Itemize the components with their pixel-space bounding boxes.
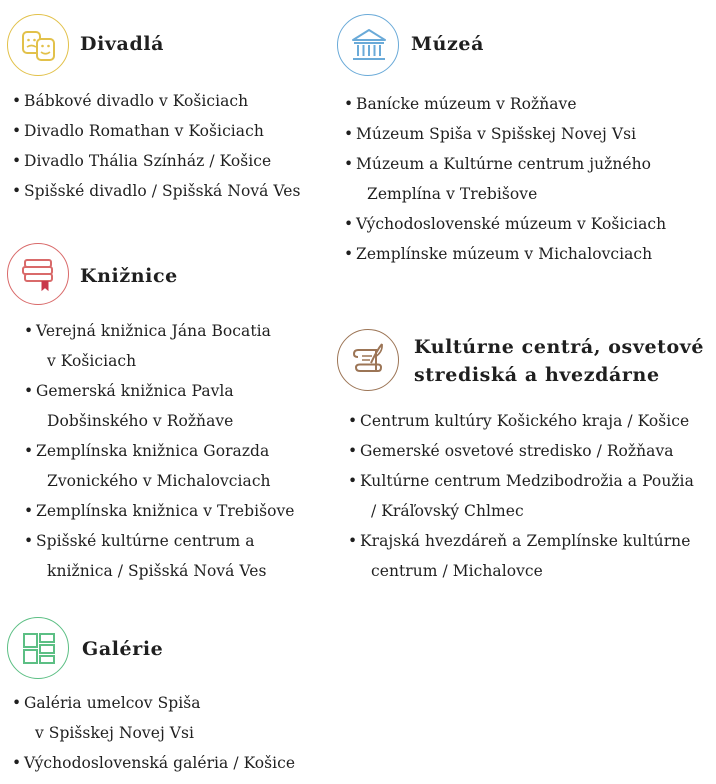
bullet-icon: • <box>24 532 34 550</box>
section-kulturne <box>337 329 712 580</box>
section-title: Galérie <box>82 638 164 660</box>
list-item-text: Banícke múzeum v Rožňave <box>356 95 577 113</box>
bullet-icon: • <box>12 694 22 712</box>
scroll-quill-icon <box>337 329 399 391</box>
bullet-icon: • <box>24 442 34 460</box>
bullet-icon: • <box>12 754 22 772</box>
section-header <box>337 14 707 78</box>
bullet-icon: • <box>12 122 22 140</box>
list-item <box>344 89 666 119</box>
bullet-icon: • <box>348 442 358 460</box>
bullet-icon: • <box>24 382 34 400</box>
bullet-icon: • <box>12 182 22 200</box>
list-item-text: Bábkové divadlo v Košiciach <box>24 92 249 110</box>
list-item <box>12 748 295 778</box>
section-muzea <box>337 14 707 263</box>
list-item <box>24 526 295 586</box>
bullet-icon: • <box>344 215 354 233</box>
bullet-icon: • <box>12 92 22 110</box>
list-item-text: Zemplínska knižnica v Trebišove <box>36 502 295 520</box>
list-item <box>24 436 295 496</box>
list-item <box>348 466 694 526</box>
list-item <box>348 526 694 586</box>
gallery-frames-icon <box>7 617 69 679</box>
divadla-list <box>12 86 300 206</box>
section-header <box>7 617 327 681</box>
list-item-text: Múzeum a Kultúrne centrum južného <box>356 155 652 173</box>
bullet-icon: • <box>344 95 354 113</box>
list-item-text-continued: / Kráľovský Chlmec <box>371 502 524 520</box>
bullet-icon: • <box>344 155 354 173</box>
list-item-text-continued: centrum / Michalovce <box>371 562 543 580</box>
list-item-text-continued: Zemplína v Trebišove <box>367 185 538 203</box>
list-item-text: Gemerské osvetové stredisko / Rožňava <box>360 442 674 460</box>
list-item-text: Verejná knižnica Jána Bocatia <box>36 322 271 340</box>
list-item-text: Divadlo Thália Színház / Košice <box>24 152 272 170</box>
list-item-text: Gemerská knižnica Pavla <box>36 382 234 400</box>
list-item-text-continued: Zvonického v Michalovciach <box>47 472 271 490</box>
list-item <box>12 116 300 146</box>
bullet-icon: • <box>24 322 34 340</box>
list-item-text-continued: knižnica / Spišská Nová Ves <box>47 562 267 580</box>
list-item-text: Kultúrne centrum Medzibodrožia a Použia <box>360 472 694 490</box>
section-title <box>414 333 704 389</box>
section-title: Múzeá <box>411 33 485 55</box>
section-header <box>7 243 327 307</box>
bullet-icon: • <box>12 152 22 170</box>
list-item-text: Spišské divadlo / Spišská Nová Ves <box>24 182 301 200</box>
list-item-text: Zemplínske múzeum v Michalovciach <box>356 245 653 263</box>
list-item-text: Krajská hvezdáreň a Zemplínske kultúrne <box>360 532 691 550</box>
bullet-icon: • <box>344 245 354 263</box>
galerie-list <box>12 688 295 778</box>
list-item-text: Východoslovenské múzeum v Košiciach <box>356 215 667 233</box>
list-item-text: Galéria umelcov Spiša <box>24 694 201 712</box>
section-title: Knižnice <box>80 265 178 287</box>
theatre-masks-icon <box>7 14 69 76</box>
bullet-icon: • <box>348 532 358 550</box>
list-item <box>12 86 300 116</box>
section-divadla <box>7 14 327 200</box>
list-item-text: Centrum kultúry Košického kraja / Košice <box>360 412 690 430</box>
list-item <box>12 146 300 176</box>
list-item-text: Spišské kultúrne centrum a <box>36 532 255 550</box>
bullet-icon: • <box>348 472 358 490</box>
section-header <box>7 14 327 78</box>
bullet-icon: • <box>24 502 34 520</box>
books-icon <box>7 243 69 305</box>
museum-building-icon <box>337 14 399 76</box>
list-item <box>24 496 295 526</box>
section-header <box>337 329 712 393</box>
list-item-text: Východoslovenská galéria / Košice <box>24 754 296 772</box>
list-item-text-continued: Dobšinského v Rožňave <box>47 412 234 430</box>
list-item <box>24 376 295 436</box>
section-title-line: Kultúrne centrá, osvetové <box>414 336 705 358</box>
kulturne-list <box>348 406 694 586</box>
list-item <box>12 176 300 206</box>
list-item <box>24 316 295 376</box>
section-title: Divadlá <box>80 33 165 55</box>
list-item-text: Múzeum Spiša v Spišskej Novej Vsi <box>356 125 637 143</box>
list-item-text-continued: v Košiciach <box>47 352 137 370</box>
list-item <box>344 149 666 209</box>
list-item <box>348 436 694 466</box>
bullet-icon: • <box>348 412 358 430</box>
section-galerie <box>7 617 327 772</box>
list-item <box>12 688 295 748</box>
list-item <box>344 119 666 149</box>
list-item <box>344 239 666 269</box>
bullet-icon: • <box>344 125 354 143</box>
list-item-text-continued: v Spišskej Novej Vsi <box>35 724 195 742</box>
section-kniznice <box>7 243 327 580</box>
section-title-line: strediská a hvezdárne <box>414 364 660 386</box>
muzea-list <box>344 89 666 269</box>
kniznice-list <box>24 316 295 586</box>
list-item-text: Zemplínska knižnica Gorazda <box>36 442 270 460</box>
list-item <box>344 209 666 239</box>
list-item-text: Divadlo Romathan v Košiciach <box>24 122 264 140</box>
list-item <box>348 406 694 436</box>
